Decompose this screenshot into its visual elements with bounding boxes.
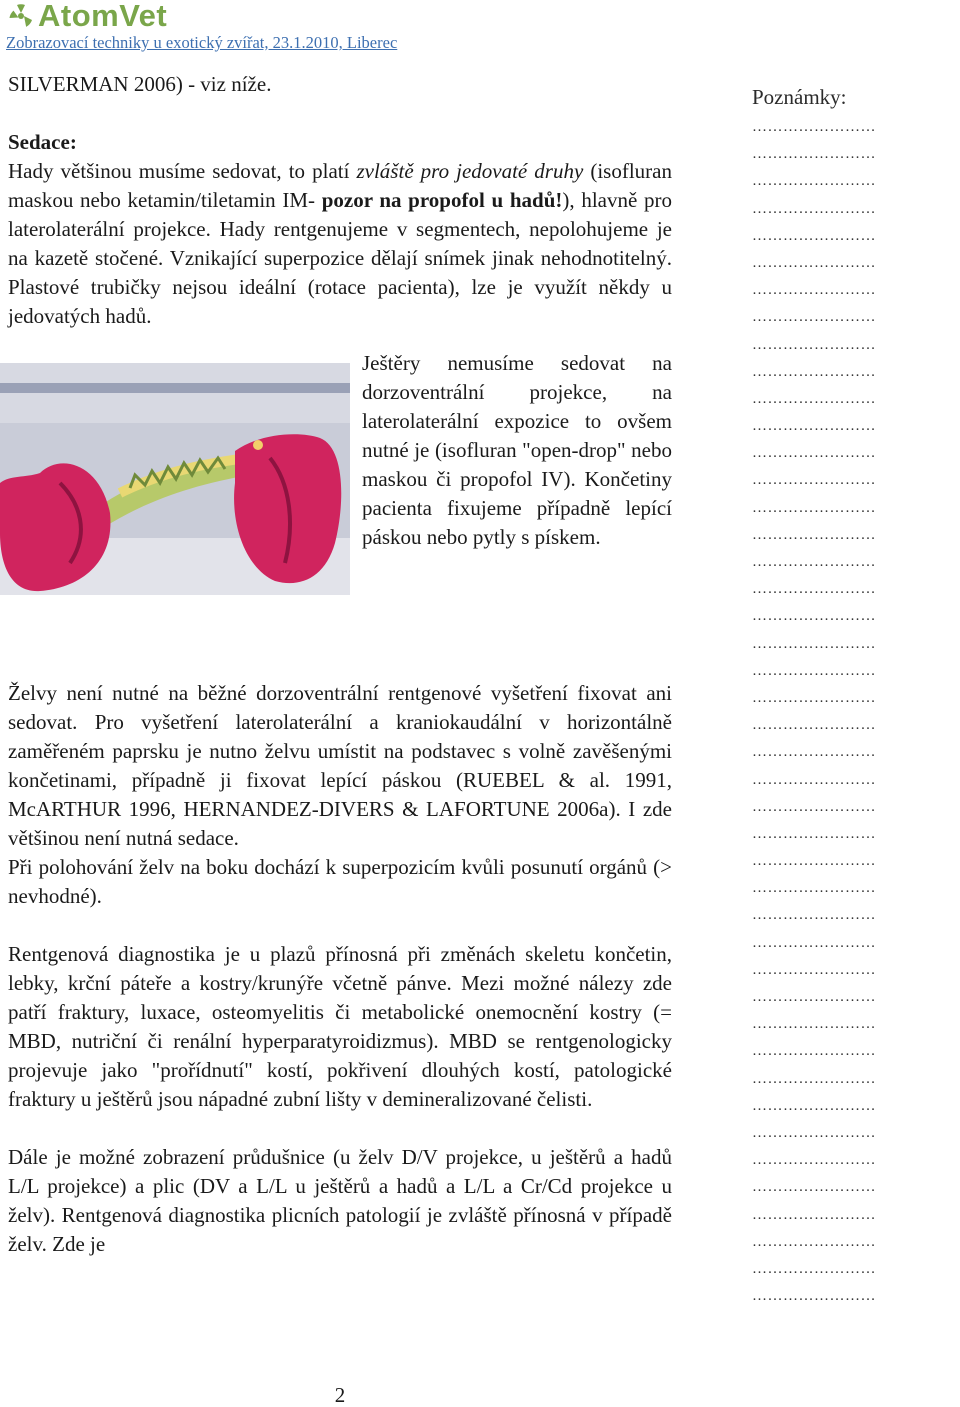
snakes-text-italic: zvláště pro jedovaté druhy [356, 159, 584, 183]
page-number: 2 [334, 1383, 346, 1407]
notes-dot-line: …………………… [752, 1152, 876, 1169]
notes-dot-line: …………………… [752, 499, 876, 516]
lizards-paragraph: Ještěry nemusíme sedovat na dorzoventrální projekce, na laterolaterální expozice to ovšem nutné je (isofluran "open-drop" nebo maskou či propofol IV). Končetiny pacienta fixujeme případně lepící páskou nebo pytly s pískem. [362, 351, 672, 549]
turtles-paragraph: Želvy není nutné na běžné dorzoventrální rentgenové vyšetření fixovat ani sedovat. Pro vyšetření laterolaterální a kraniokaudální v horizontálně zaměřeném paprsku je nutno želvu umístit na podstavec s volně zavěšenými končetinami, případně ji fixovat lepící páskou (RUEBEL & al. 1991, McARTHUR 1996, HERNANDEZ-DIVERS & LAFORTUNE 2006a). I zde většinou není nutná sedace. [8, 681, 672, 850]
notes-column [752, 84, 960, 1310]
snakes-text-bold: pozor na propofol u hadů! [321, 188, 563, 212]
notes-dot-line: …………………… [752, 1233, 876, 1250]
notes-dot-line: …………………… [752, 418, 876, 435]
notes-dot-line: …………………… [752, 227, 876, 244]
notes-dot-line: …………………… [752, 907, 876, 924]
notes-dot-line: …………………… [752, 1070, 876, 1087]
notes-dot-line: …………………… [752, 689, 876, 706]
snakes-text-1: Hady většinou musíme sedovat, to platí [8, 159, 357, 183]
snakes-paragraph [8, 157, 672, 331]
notes-dot-lines [752, 114, 960, 1310]
notes-dot-line: …………………… [752, 445, 876, 462]
notes-dot-line: …………………… [752, 744, 876, 761]
notes-dot-line: …………………… [752, 961, 876, 978]
notes-dot-line: …………………… [752, 880, 876, 897]
notes-dot-line: …………………… [752, 1260, 876, 1277]
notes-dot-line: …………………… [752, 146, 876, 163]
notes-dot-line: …………………… [752, 1206, 876, 1223]
diagnostics-paragraph: Rentgenová diagnostika je u plazů přínosná při změnách skeletu končetin, lebky, krční páteře a kostry/krunýře včetně pánve. Mezi možné nálezy zde patří fraktury, luxace, osteomyelitis či metabolické onemocnění kostry (= MBD, nutriční či renální hyperparatyroidizmus). MBD se rentgenologicky projevuje jako "prořídnutí" kostí, pokřivení dlouhých kostí, patologické fraktury u ještěrů jsou nápadné zubní lišty v demineralizované čelisti. [8, 942, 672, 1111]
notes-dot-line: …………………… [752, 608, 876, 625]
notes-dot-line: …………………… [752, 798, 876, 815]
notes-dot-line: …………………… [752, 472, 876, 489]
notes-dot-line: …………………… [752, 119, 876, 135]
notes-dot-line: …………………… [752, 853, 876, 870]
notes-dot-line: …………………… [752, 635, 876, 652]
notes-dot-line: …………………… [752, 581, 876, 598]
notes-dot-line: …………………… [752, 554, 876, 570]
notes-dot-line: …………………… [752, 662, 876, 679]
notes-dot-line: …………………… [752, 173, 876, 190]
notes-dot-line: …………………… [752, 526, 876, 543]
notes-dot-line: …………………… [752, 717, 876, 734]
notes-dot-line: …………………… [752, 200, 876, 217]
notes-dot-line: …………………… [752, 309, 876, 326]
notes-title: Poznámky: [752, 85, 847, 109]
intro-line: SILVERMAN 2006) - viz níže. [8, 72, 272, 96]
document-subtitle: Zobrazovací techniky u exotický zvířat, 23.1.2010, Liberec [6, 33, 398, 52]
turtles-side-paragraph: Při polohování želv na boku dochází k superpozicím kvůli posunutí orgánů (> nevhodné). [8, 855, 672, 908]
notes-dot-line: …………………… [752, 1043, 876, 1060]
notes-dot-line: …………………… [752, 1179, 876, 1196]
lizard-figure-row [8, 349, 672, 679]
notes-dot-line: …………………… [752, 1124, 876, 1141]
radiation-trefoil-icon [6, 1, 36, 31]
notes-dot-line: …………………… [752, 989, 876, 1005]
sedation-heading: Sedace: [8, 130, 77, 154]
notes-dot-line: …………………… [752, 254, 876, 271]
notes-dot-line: …………………… [752, 1016, 876, 1033]
logo-text: AtomVet [38, 0, 168, 33]
notes-dot-line: …………………… [752, 825, 876, 842]
lizard-photo [0, 363, 350, 595]
notes-dot-line: …………………… [752, 1097, 876, 1114]
snakes-text-5: ), hlavně pro laterolaterální projekce. Hady rentgenujeme v segmentech, nepolohujeme je na kazetě stočené. Vznikající superpozice dělají snímek jinak nehodnotitelný. Plastové trubičky nejsou ideální (rotace pacienta), lze je využít někdy u jedovatých hadů. [8, 188, 672, 328]
notes-dot-line: …………………… [752, 771, 876, 788]
main-text-column [8, 70, 672, 1259]
document-header [6, 0, 566, 53]
notes-dot-line: …………………… [752, 363, 876, 380]
notes-dot-line: …………………… [752, 390, 876, 407]
notes-dot-line: …………………… [752, 934, 876, 951]
atomvet-logo [6, 0, 566, 32]
notes-dot-line: …………………… [752, 282, 876, 299]
notes-dot-line: …………………… [752, 336, 876, 353]
snakes-text-3: (isofluran maskou nebo ketamin/tiletamin IM- [8, 159, 672, 212]
notes-dot-line: …………………… [752, 1288, 876, 1305]
lungs-paragraph: Dále je možné zobrazení průdušnice (u želv D/V projekce, u ještěrů a hadů L/L projekce) a plic (DV a L/L u ještěrů a hadů a L/L a Cr/Cd projekce u želv). Rentgenová diagnostika plicních patologií je zvláště přínosná v případě želv. Zde je [8, 1145, 672, 1256]
